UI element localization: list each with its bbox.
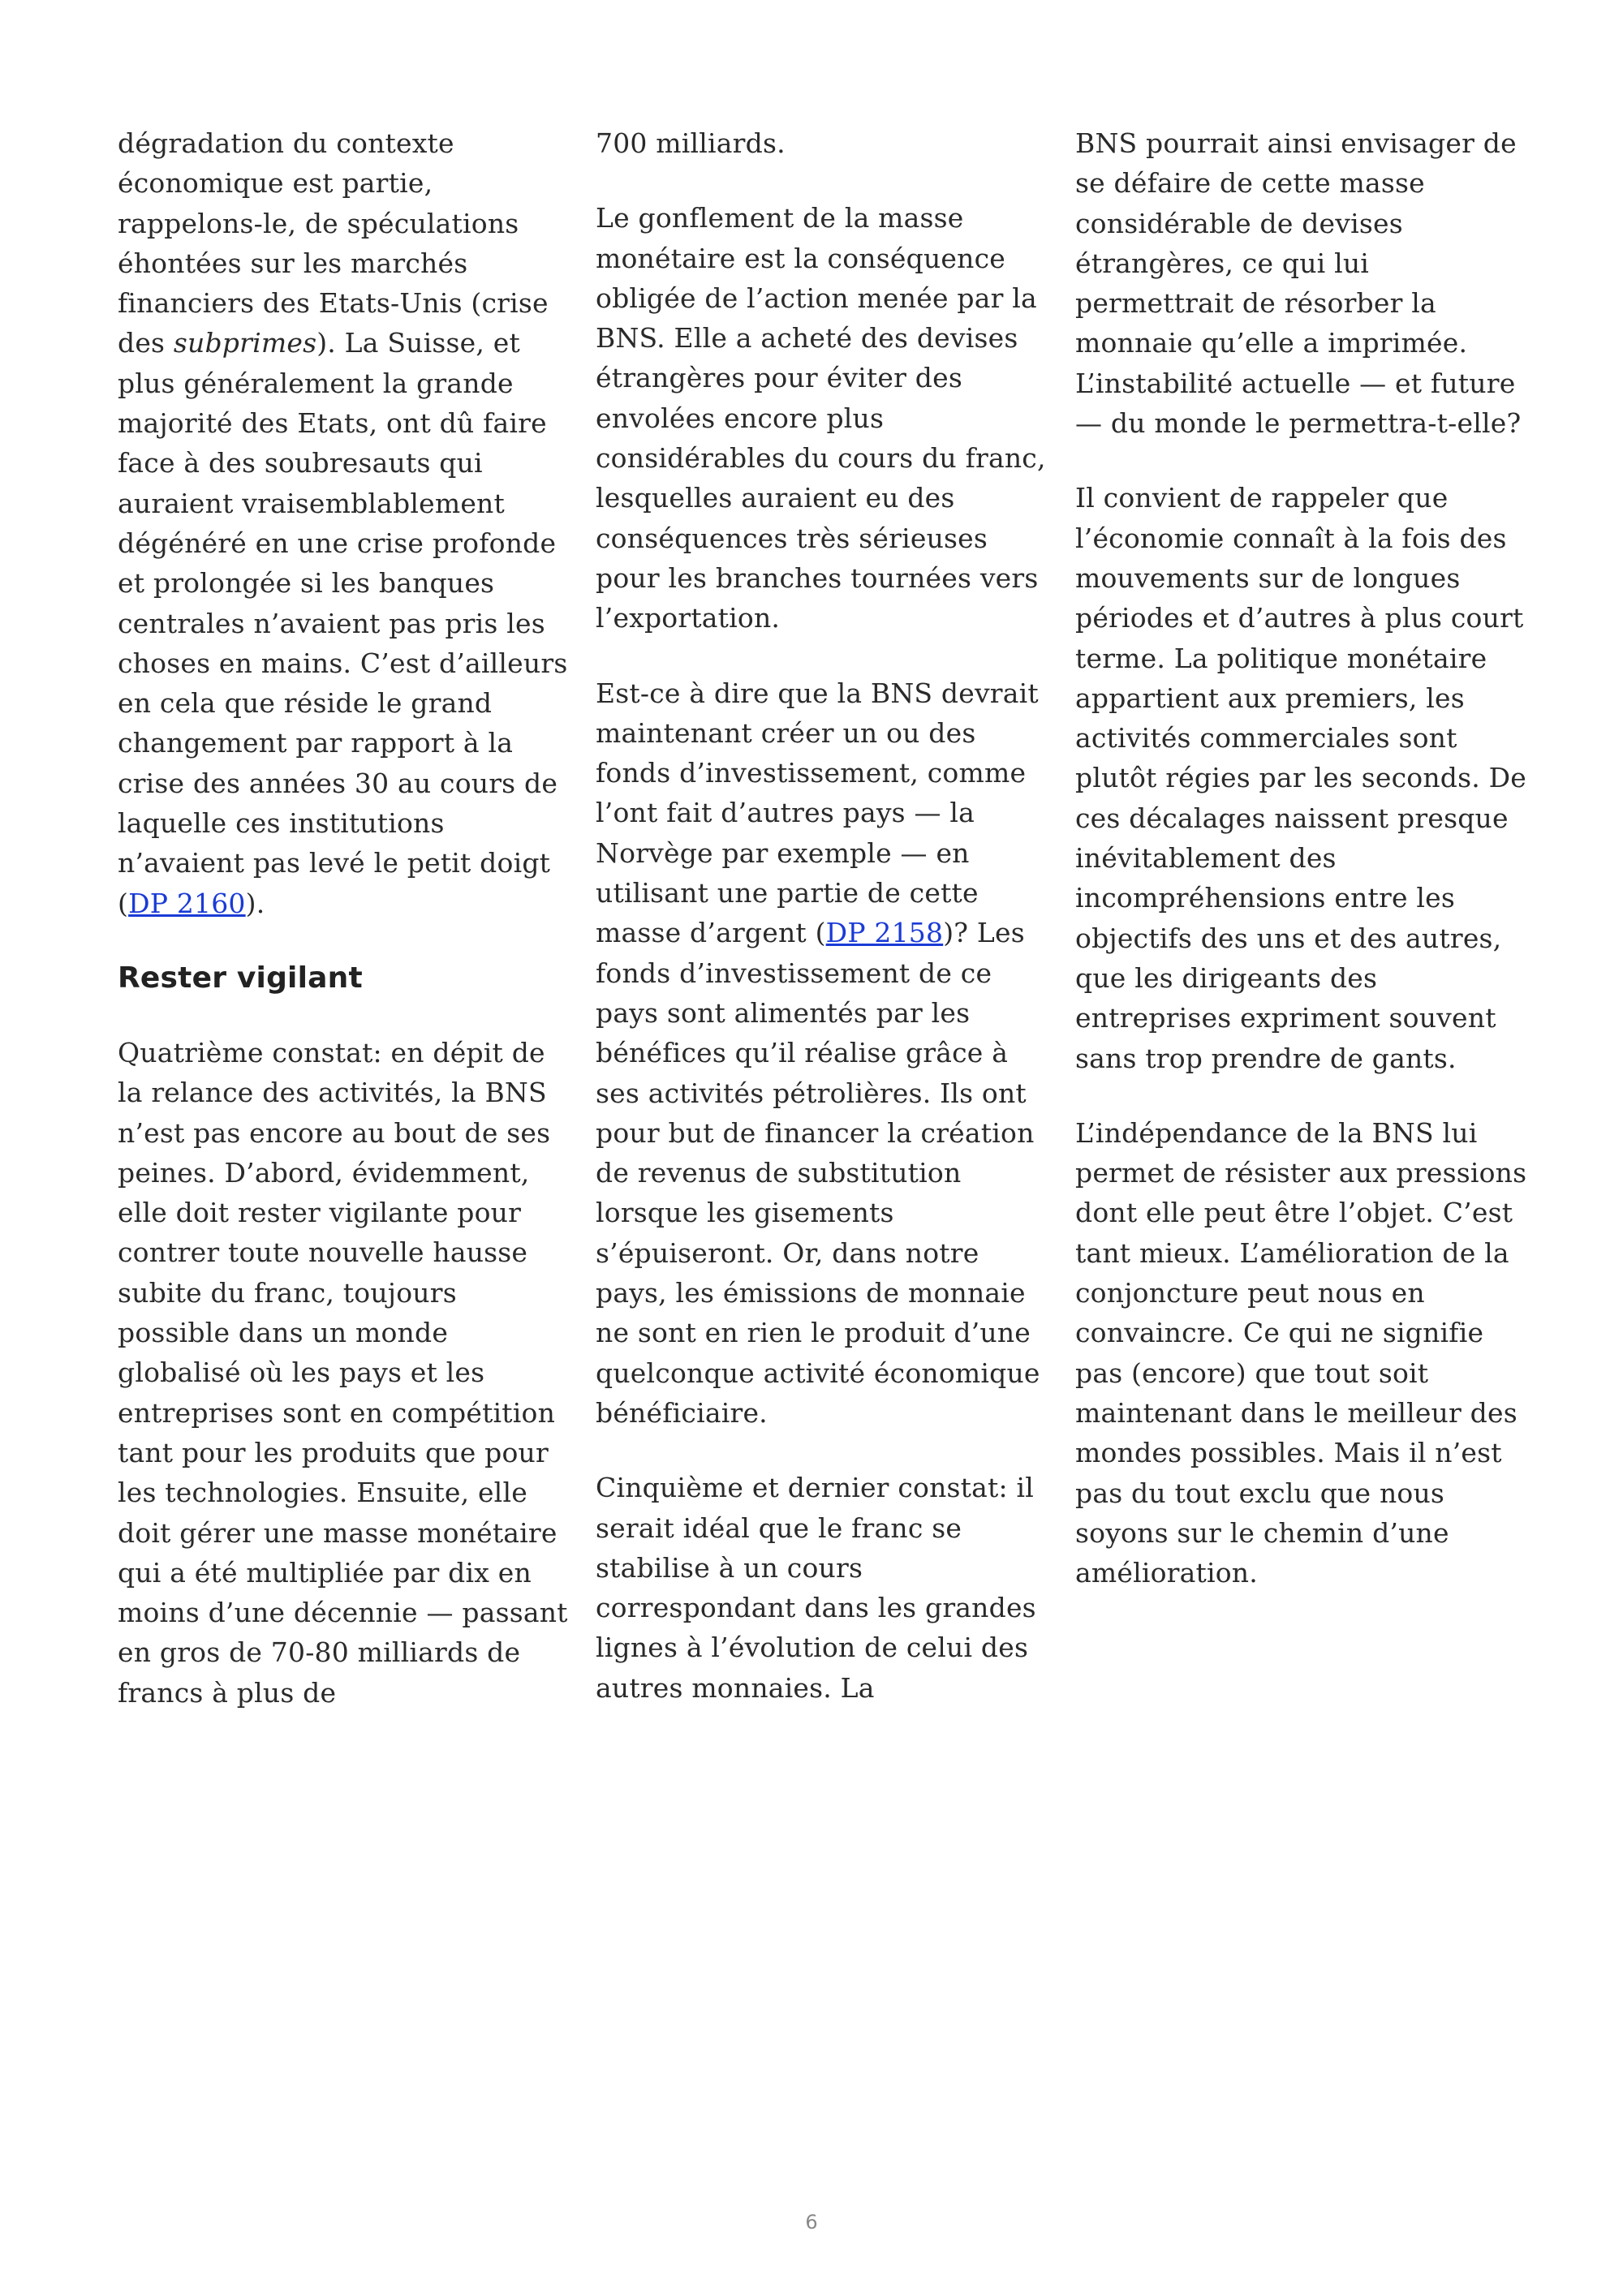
paragraph: Est-ce à dire que la BNS devrait maintenant créer un ou des fonds d’investissement, comme l’ont fait d’autres pays — la Norvège par exemple — en utilisant une partie de cette masse d’argent (DP 2158)? Les fonds d’investissement de ce pays sont alimentés par les bénéfices qu’il réalise grâce à ses activités pétrolières. Ils ont pour but de financer la création de revenus de substitution lorsque les gisements s’épuiseront. Or, dans notre pays, les émissions de monnaie ne sont en rien le produit d’une quelconque activité économique bénéficiaire. xyxy=(596,677,1040,1429)
page-number: 6 xyxy=(805,2211,818,2234)
paragraph: dégradation du contexte économique est partie, rappelons-le, de spéculations éhontées sur les marchés financiers des Etats-Unis (crise des subprimes). La Suisse, et plus généralement la grande majorité des Etats, ont dû faire face à des soubresauts qui auraient vraisemblablement dégénéré en une crise profonde et prolongée si les banques centrales n’avaient pas pris les choses en mains. C’est d’ailleurs en cela que réside le grand changement par rapport à la crise des années 30 au cours de laquelle ces institutions n’avaient pas levé le petit doigt (DP 2160). xyxy=(118,127,568,919)
column-1 xyxy=(118,123,572,1748)
paragraph: Le gonflement de la masse monétaire est la conséquence obligée de l’action menée par la BNS. Elle a acheté des devises étrangères pour éviter des envolées encore plus considérables du cours du franc, lesquelles auraient eu des conséquences très sérieuses pour les branches tournées vers l’exportation. xyxy=(596,202,1046,634)
section-heading: Rester vigilant xyxy=(118,961,363,995)
link-dp-2160[interactable]: DP 2160 xyxy=(128,887,246,919)
paragraph: 700 milliards. xyxy=(596,127,786,159)
paragraph: Cinquième et dernier constat: il serait idéal que le franc se stabilise à un cours correspondant dans les grandes lignes à l’évolution de celui des autres monnaies. La xyxy=(596,1472,1036,1704)
column-3 xyxy=(1075,123,1530,1627)
paragraph: Il convient de rappeler que l’économie connaît à la fois des mouvements sur de longues périodes et d’autres à plus court terme. La politique monétaire appartient aux premiers, les activités commerciales sont plutôt régies par les seconds. De ces décalages naissent presque inévitablement des incompréhensions entre les objectifs des uns et des autres, que les dirigeants des entreprises expriment souvent sans trop prendre de gants. xyxy=(1075,482,1527,1074)
emphasis-subprimes: subprimes xyxy=(173,327,317,359)
link-dp-2158[interactable]: DP 2158 xyxy=(825,917,944,949)
paragraph: Quatrième constat: en dépit de la relance des activités, la BNS n’est pas encore au bout de ses peines. D’abord, évidemment, elle doit rester vigilante pour contrer toute nouvelle hausse subite du franc, toujours possible dans un monde globalisé où les pays et les entreprises sont en compétition tant pour les produits que pour les technologies. Ensuite, elle doit gérer une masse monétaire qui a été multipliée par dix en moins d’une décennie — passant en gros de 70-80 milliards de francs à plus de xyxy=(118,1036,568,1709)
column-2 xyxy=(596,123,1050,1743)
paragraph: L’indépendance de la BNS lui permet de résister aux pressions dont elle peut être l’objet. C’est tant mieux. L’amélioration de la conjoncture peut nous en convaincre. Ce qui ne signifie pas (encore) que tout soit maintenant dans le meilleur des mondes possibles. Mais il n’est pas du tout exclu que nous soyons sur le chemin d’une amélioration. xyxy=(1075,1116,1527,1589)
paragraph: BNS pourrait ainsi envisager de se défaire de cette masse considérable de devises étrangères, ce qui lui permettrait de résorber la monnaie qu’elle a imprimée. L’instabilité actuelle — et future — du monde le permettra-t-elle? xyxy=(1075,127,1522,440)
